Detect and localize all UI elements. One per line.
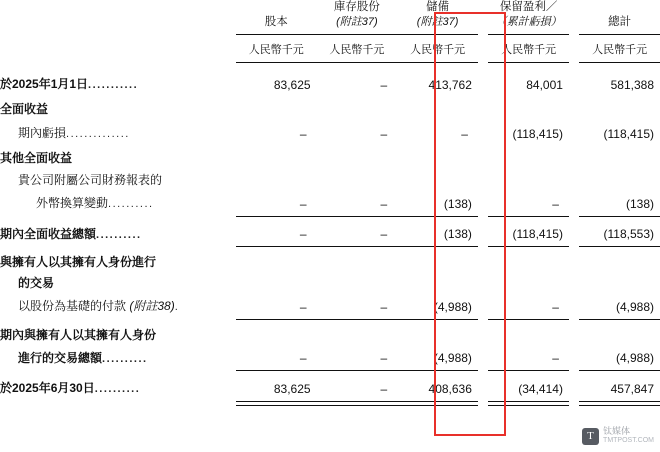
cell-gap-2 xyxy=(569,121,579,146)
table-row xyxy=(0,146,660,170)
row-label-text: 貴公司附屬公司財務報表的 xyxy=(18,173,163,187)
header-retained-earnings-sub: （累計虧損） xyxy=(495,16,562,28)
row-label-dots: . xyxy=(174,301,180,313)
dbl-gap-2 xyxy=(569,401,579,405)
row-label-other-comprehensive-income xyxy=(0,146,236,170)
cell-retained-earnings: 84,001 xyxy=(526,78,563,92)
cell-share-capital: – xyxy=(236,294,317,319)
units-reserves: 人民幣千元 xyxy=(410,44,466,56)
cell-gap-1 xyxy=(478,222,488,247)
cell-retained-earnings xyxy=(488,273,569,294)
cell-gap-1 xyxy=(478,97,488,121)
cell-gap-1 xyxy=(478,170,488,191)
cell-total: (4,988) xyxy=(579,294,660,319)
dbl-col-2 xyxy=(317,401,398,405)
spacer-after-units xyxy=(0,63,660,73)
cell-treasury-shares xyxy=(317,273,398,294)
row-label-closing-balance xyxy=(0,376,236,401)
cell-gap-2 xyxy=(569,376,579,401)
cell-treasury-shares: – xyxy=(317,191,398,216)
cell-reserves: (138) xyxy=(397,191,478,216)
header-retained-earnings xyxy=(488,0,569,33)
cell-total xyxy=(579,252,660,273)
cell-gap-1 xyxy=(478,294,488,319)
row-label-dots: .......... xyxy=(96,228,142,241)
table-row xyxy=(0,170,660,191)
cell-reserves xyxy=(397,325,478,346)
header-blank-cell xyxy=(0,0,236,33)
row-label-comprehensive-income xyxy=(0,97,236,121)
table-row xyxy=(0,252,660,273)
cell-reserves: 413,762 xyxy=(428,78,472,92)
cell-share-capital: – xyxy=(236,346,317,371)
cell-share-capital: – xyxy=(236,222,317,247)
cell-retained-earnings xyxy=(488,146,569,170)
units-share-capital: 人民幣千元 xyxy=(248,44,304,56)
watermark-line1: 钛媒体 xyxy=(603,426,631,436)
units-gap-1 xyxy=(478,35,488,62)
row-label-text: 全面收益 xyxy=(0,102,49,116)
cell-retained-earnings: – xyxy=(488,346,569,371)
cell-share-capital xyxy=(236,252,317,273)
row-label-currency-translation xyxy=(0,191,236,216)
table-row xyxy=(0,121,660,146)
cell-reserves: (4,988) xyxy=(397,294,478,319)
cell-gap-2 xyxy=(569,170,579,191)
cell-retained-earnings xyxy=(488,252,569,273)
cell-reserves xyxy=(397,252,478,273)
table-header-row xyxy=(0,0,660,33)
cell-treasury-shares xyxy=(317,325,398,346)
table-row xyxy=(0,294,660,319)
cell-share-capital: 83,625 xyxy=(273,78,311,92)
cell-gap-2 xyxy=(569,222,579,247)
cell-gap-1 xyxy=(478,252,488,273)
cell-total xyxy=(579,170,660,191)
cell-share-capital: 83,625 xyxy=(273,381,311,396)
row-label-text: 其他全面收益 xyxy=(0,151,73,165)
cell-reserves xyxy=(397,146,478,170)
header-gap-2 xyxy=(569,0,579,33)
watermark-logo-icon: T xyxy=(582,428,599,445)
watermark xyxy=(582,426,654,446)
cell-reserves: 408,636 xyxy=(428,381,472,396)
header-total-title: 總計 xyxy=(608,16,632,28)
cell-treasury-shares: – xyxy=(380,78,388,92)
cell-retained-earnings: – xyxy=(488,191,569,216)
table-row xyxy=(0,97,660,121)
cell-treasury-shares xyxy=(317,170,398,191)
cell-reserves: (4,988) xyxy=(397,346,478,371)
header-total xyxy=(579,0,660,33)
row-label-loss-for-period xyxy=(0,121,236,146)
cell-gap-2 xyxy=(569,146,579,170)
cell-gap-1 xyxy=(478,191,488,216)
header-treasury-shares-title: 庫存股份 xyxy=(333,1,380,13)
header-share-capital-title: 股本 xyxy=(264,16,288,28)
row-label-opening-balance xyxy=(0,72,236,97)
header-treasury-shares xyxy=(317,0,398,33)
cell-gap-2 xyxy=(569,252,579,273)
table-row xyxy=(0,273,660,294)
cell-gap-2 xyxy=(569,273,579,294)
cell-total xyxy=(579,273,660,294)
cell-total xyxy=(579,146,660,170)
cell-retained-earnings: (118,415) xyxy=(488,222,569,247)
cell-retained-earnings xyxy=(488,170,569,191)
cell-reserves xyxy=(397,97,478,121)
cell-gap-2 xyxy=(569,97,579,121)
cell-total xyxy=(579,97,660,121)
cell-retained-earnings: – xyxy=(488,294,569,319)
cell-share-capital xyxy=(236,325,317,346)
row-label-share-based-payment xyxy=(0,294,236,319)
dbl-col-4 xyxy=(488,401,569,405)
cell-gap-1 xyxy=(478,72,488,97)
row-label-transactions-continued xyxy=(0,273,236,294)
cell-gap-2 xyxy=(569,346,579,371)
cell-reserves xyxy=(397,170,478,191)
cell-treasury-shares: – xyxy=(380,127,388,141)
dbl-blank xyxy=(0,401,236,405)
row-label-text: 期內虧損 xyxy=(18,126,67,140)
cell-treasury-shares xyxy=(317,97,398,121)
cell-retained-earnings xyxy=(488,325,569,346)
cell-retained-earnings: (118,415) xyxy=(512,127,563,141)
row-label-text: 以股份為基礎的付款 xyxy=(18,299,127,313)
cell-total: 581,388 xyxy=(610,78,654,92)
units-treasury-shares: 人民幣千元 xyxy=(329,44,385,56)
header-reserves xyxy=(397,0,478,33)
cell-reserves xyxy=(397,273,478,294)
table-row xyxy=(0,72,660,97)
table-row xyxy=(0,191,660,216)
cell-total: (138) xyxy=(579,191,660,216)
cell-treasury-shares: – xyxy=(317,222,398,247)
cell-gap-2 xyxy=(569,294,579,319)
dbl-col-1 xyxy=(236,401,317,405)
row-label-text: 與擁有人以其擁有人身份進行 xyxy=(0,255,157,269)
row-label-dots: .......... xyxy=(102,352,148,365)
header-reserves-note: (附註37) xyxy=(416,16,459,28)
cell-treasury-shares: – xyxy=(317,294,398,319)
cell-total: (4,988) xyxy=(579,346,660,371)
cell-gap-2 xyxy=(569,72,579,97)
table-row xyxy=(0,222,660,247)
units-total: 人民幣千元 xyxy=(592,44,648,56)
dbl-col-5 xyxy=(579,401,660,405)
cell-total: (118,415) xyxy=(603,127,654,141)
row-label-subsidiary-statements xyxy=(0,170,236,191)
row-label-text: 期內與擁有人以其擁有人身份 xyxy=(0,327,157,342)
cell-share-capital xyxy=(236,146,317,170)
row-label-dots: .......... xyxy=(94,383,141,395)
cell-gap-2 xyxy=(569,191,579,216)
row-label-transactions-with-owners xyxy=(0,252,236,273)
dbl-gap-1 xyxy=(478,401,488,405)
cell-gap-2 xyxy=(569,325,579,346)
cell-total: (118,553) xyxy=(579,222,660,247)
units-row xyxy=(0,35,660,62)
row-label-dots: ........... xyxy=(88,79,139,91)
row-label-total-transactions-owners xyxy=(0,325,236,346)
closing-double-rule xyxy=(0,401,660,405)
cell-total xyxy=(579,325,660,346)
cell-share-capital xyxy=(236,97,317,121)
header-share-capital xyxy=(236,0,317,33)
row-label-total-transactions-continued xyxy=(0,346,236,371)
cell-total: 457,847 xyxy=(610,381,654,396)
cell-reserves: – xyxy=(461,127,468,141)
cell-reserves: (138) xyxy=(397,222,478,247)
cell-gap-1 xyxy=(478,325,488,346)
cell-share-capital xyxy=(236,273,317,294)
dbl-col-3 xyxy=(397,401,478,405)
cell-treasury-shares xyxy=(317,252,398,273)
row-label-dots: .............. xyxy=(66,128,130,140)
row-label-note: (附註38) xyxy=(129,299,175,313)
watermark-text xyxy=(603,426,654,446)
cell-gap-1 xyxy=(478,376,488,401)
header-gap-1 xyxy=(478,0,488,33)
header-retained-earnings-title: 保留盈利／ xyxy=(499,1,558,13)
cell-treasury-shares: – xyxy=(380,381,388,396)
table-row xyxy=(0,376,660,401)
cell-gap-1 xyxy=(478,121,488,146)
cell-share-capital xyxy=(236,170,317,191)
cell-retained-earnings: (34,414) xyxy=(518,381,563,396)
units-blank xyxy=(0,35,236,62)
cell-treasury-shares xyxy=(317,146,398,170)
units-gap-2 xyxy=(569,35,579,62)
header-reserves-title: 儲備 xyxy=(426,1,450,13)
cell-gap-1 xyxy=(478,346,488,371)
row-label-text: 於2025年6月30日 xyxy=(0,381,95,395)
row-label-text: 進行的交易總額 xyxy=(18,350,103,365)
cell-retained-earnings xyxy=(488,97,569,121)
cell-gap-1 xyxy=(478,146,488,170)
row-label-text: 的交易 xyxy=(18,276,55,290)
cell-gap-1 xyxy=(478,273,488,294)
cell-treasury-shares: – xyxy=(317,346,398,371)
row-label-dots: .......... xyxy=(108,198,154,210)
row-label-text: 期內全面收益總額 xyxy=(0,226,97,241)
header-treasury-shares-note: (附註37) xyxy=(336,16,378,28)
row-label-text: 外幣換算變動 xyxy=(36,196,109,210)
row-label-text: 於2025年1月1日 xyxy=(0,77,89,91)
table-row xyxy=(0,346,660,371)
cell-share-capital: – xyxy=(236,191,317,216)
table-row xyxy=(0,325,660,346)
row-label-total-comprehensive-income xyxy=(0,222,236,247)
watermark-line2: TMTPOST.COM xyxy=(603,437,654,444)
units-retained-earnings: 人民幣千元 xyxy=(501,44,557,56)
cell-share-capital: – xyxy=(299,127,307,141)
